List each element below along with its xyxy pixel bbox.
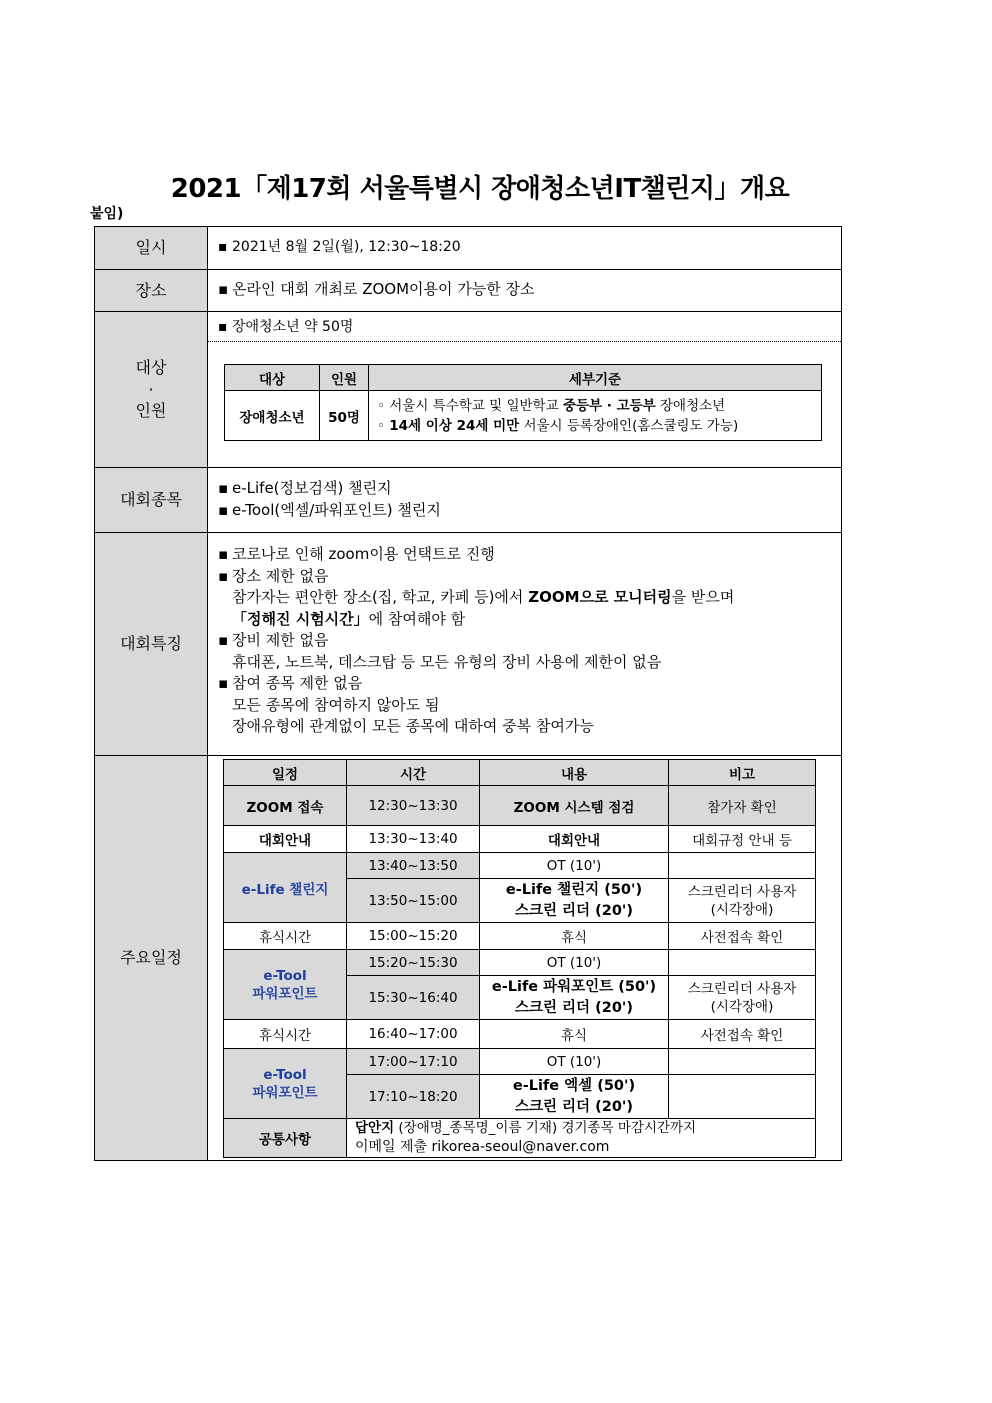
sub-bullet-icon: ◦ xyxy=(377,417,385,434)
schedule-header: 일정 xyxy=(224,760,347,786)
row-events-label: 대회종목 xyxy=(95,468,208,532)
attachment-label: 붙임) xyxy=(90,206,124,222)
row-events xyxy=(95,468,841,533)
schedule-header: 시간 xyxy=(347,760,480,786)
features-list: ▪ 코로나로 인해 zoom이용 언택트로 진행 ▪ 장소 제한 없음 참가자는 편안한 장소(집, 학교, 카페 등)에서 ZOOM으로 모니터링을 받으며 「정해진 시험시간」에 참여해야 함 ▪ 장비 제한 없음 휴대폰, 노트북, 데스크탑 등 모든 유형의 장비 사용에 제한이 없음 ▪ 참여 종목 제한 없음 모든 종목에 참여하지 않아도 됨 장애유형에 관계없이 모든 종목에 대하여 중복 참여가능 xyxy=(218,545,735,735)
table-row: 공통사항 답안지 (장애명_종목명_이름 기재) 경기종목 마감시간까지 이메일 제출 rikorea-seoul@naver.com xyxy=(224,1119,816,1158)
bullet-icon: ▪ xyxy=(218,319,228,335)
row-target xyxy=(95,312,841,468)
bullet-icon: ▪ xyxy=(218,280,229,298)
bullet-icon: ▪ xyxy=(218,239,228,255)
target-count: 50명 xyxy=(320,391,369,441)
bullet-icon: ▪ xyxy=(218,545,229,563)
row-features xyxy=(95,533,841,756)
row-place-value: ▪ 온라인 대회 개최로 ZOOM이용이 가능한 장소 xyxy=(218,279,535,301)
row-date-value: ▪ 2021년 8월 2일(월), 12:30~18:20 xyxy=(218,237,461,259)
row-target-label: 대상 · 인원 xyxy=(95,312,208,467)
event-item: ▪ e-Tool(엑셀/파워포인트) 챌린지 xyxy=(218,500,441,522)
row-date xyxy=(95,227,841,270)
page-title: 2021「제17회 서울특별시 장애청소년IT챌린지」개요 xyxy=(170,174,790,204)
bullet-icon: ▪ xyxy=(218,674,229,692)
row-features-label: 대회특징 xyxy=(95,533,208,755)
overview-table xyxy=(94,226,842,1161)
divider xyxy=(208,341,841,342)
row-place xyxy=(95,270,841,312)
table-row: ZOOM 접속 12:30~13:30 ZOOM 시스템 점검 참가자 확인 xyxy=(224,786,816,826)
table-row: 휴식시간 15:00~15:20 휴식 사전접속 확인 xyxy=(224,923,816,950)
table-row: 13:50~15:00 e-Life 챌린지 (50') 스크린 리더 (20') 스크린리더 사용자 (시각장애) xyxy=(224,879,816,923)
row-date-label: 일시 xyxy=(95,227,208,269)
table-row: e-Life 챌린지 13:40~13:50 OT (10') xyxy=(224,853,816,879)
bullet-icon: ▪ xyxy=(218,500,229,519)
schedule-header: 내용 xyxy=(480,760,669,786)
row-schedule xyxy=(95,756,841,1160)
table-row: e-Tool 파워포인트 17:00~17:10 OT (10') xyxy=(224,1049,816,1075)
target-header-count: 인원 xyxy=(320,365,369,391)
bullet-icon: ▪ xyxy=(218,566,229,585)
row-place-label: 장소 xyxy=(95,270,208,311)
schedule-table xyxy=(223,759,816,1158)
target-header-group: 대상 xyxy=(225,365,320,391)
bullet-icon: ▪ xyxy=(218,479,229,497)
table-row: 15:30~16:40 e-Life 파워포인트 (50') 스크린 리더 (20') 스크린리더 사용자 (시각장애) xyxy=(224,976,816,1020)
target-table xyxy=(224,364,822,441)
bullet-icon: ▪ xyxy=(218,631,229,649)
target-criteria: ◦ 서울시 특수학교 및 일반학교 중등부 · 고등부 장애청소년 ◦ 14세 이상 24세 미만 서울시 등록장애인(홈스쿨링도 가능) xyxy=(369,391,822,441)
sub-bullet-icon: ◦ xyxy=(377,397,385,414)
target-header-criteria: 세부기준 xyxy=(369,365,822,391)
table-row: 17:10~18:20 e-Life 엑셀 (50') 스크린 리더 (20') xyxy=(224,1075,816,1119)
table-row: e-Tool 파워포인트 15:20~15:30 OT (10') xyxy=(224,950,816,976)
table-row: 휴식시간 16:40~17:00 휴식 사전접속 확인 xyxy=(224,1020,816,1049)
row-schedule-label: 주요일정 xyxy=(95,756,208,1160)
event-item: ▪ e-Life(정보검색) 챌린지 xyxy=(218,478,441,500)
target-summary: ▪ 장애청소년 약 50명 xyxy=(218,317,353,339)
schedule-header: 비고 xyxy=(669,760,816,786)
target-group: 장애청소년 xyxy=(225,391,320,441)
table-row: 대회안내 13:30~13:40 대회안내 대회규정 안내 등 xyxy=(224,826,816,853)
